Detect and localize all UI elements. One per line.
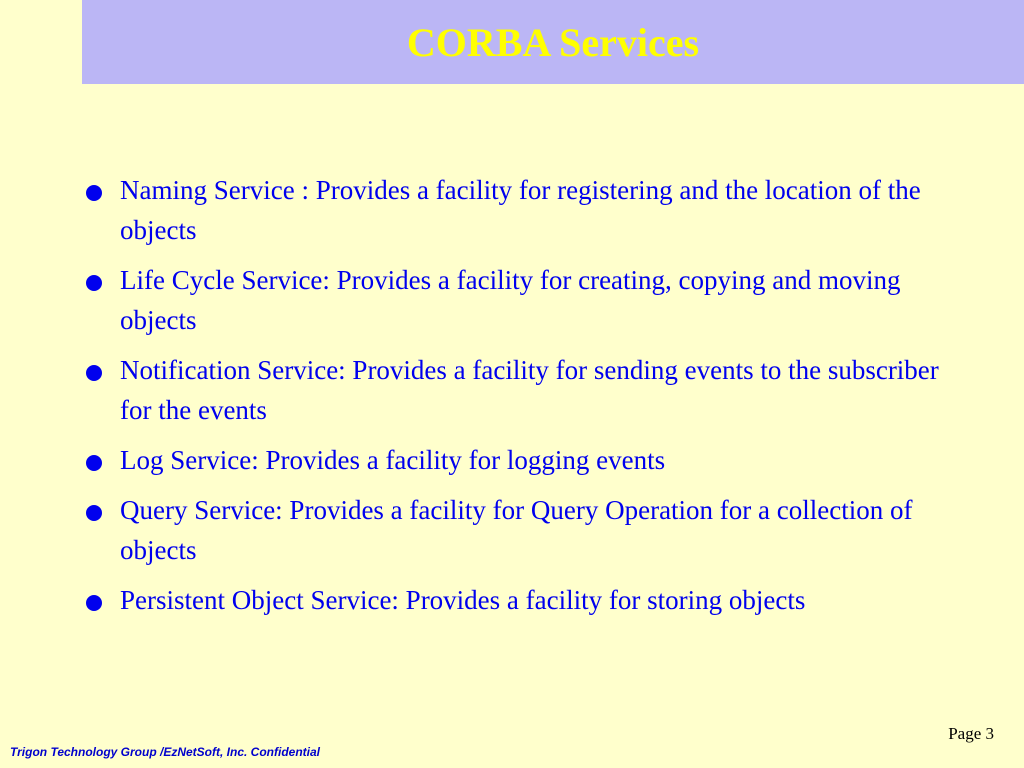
bullet-text: Life Cycle Service: Provides a facility for creating, copying and moving objects	[120, 265, 901, 335]
bullet-dot-icon	[86, 185, 102, 201]
bullet-item	[86, 440, 966, 480]
bullet-item	[86, 350, 966, 430]
bullet-dot-icon	[86, 275, 102, 291]
bullet-item	[86, 490, 966, 570]
bullet-item	[86, 260, 966, 340]
bullet-text: Log Service: Provides a facility for logging events	[120, 445, 666, 475]
bullet-text: Notification Service: Provides a facility for sending events to the subscriber for the events	[120, 355, 939, 425]
slide-title: CORBA Services	[406, 20, 700, 65]
bullet-dot-icon	[86, 505, 102, 521]
bullet-item	[86, 580, 966, 620]
bullet-text: Naming Service : Provides a facility for registering and the location of the objects	[120, 175, 921, 245]
bullet-dot-icon	[86, 595, 102, 611]
bullet-dot-icon	[86, 365, 102, 381]
bullet-text: Query Service: Provides a facility for Query Operation for a collection of objects	[120, 495, 913, 565]
bullet-dot-icon	[86, 455, 102, 471]
bullet-text: Persistent Object Service: Provides a facility for storing objects	[120, 585, 806, 615]
page-number: Page 3	[948, 724, 994, 743]
footer-confidential: Trigon Technology Group /EzNetSoft, Inc. Confidential	[10, 745, 320, 759]
bullet-item	[86, 170, 966, 250]
bullet-list	[86, 170, 966, 630]
